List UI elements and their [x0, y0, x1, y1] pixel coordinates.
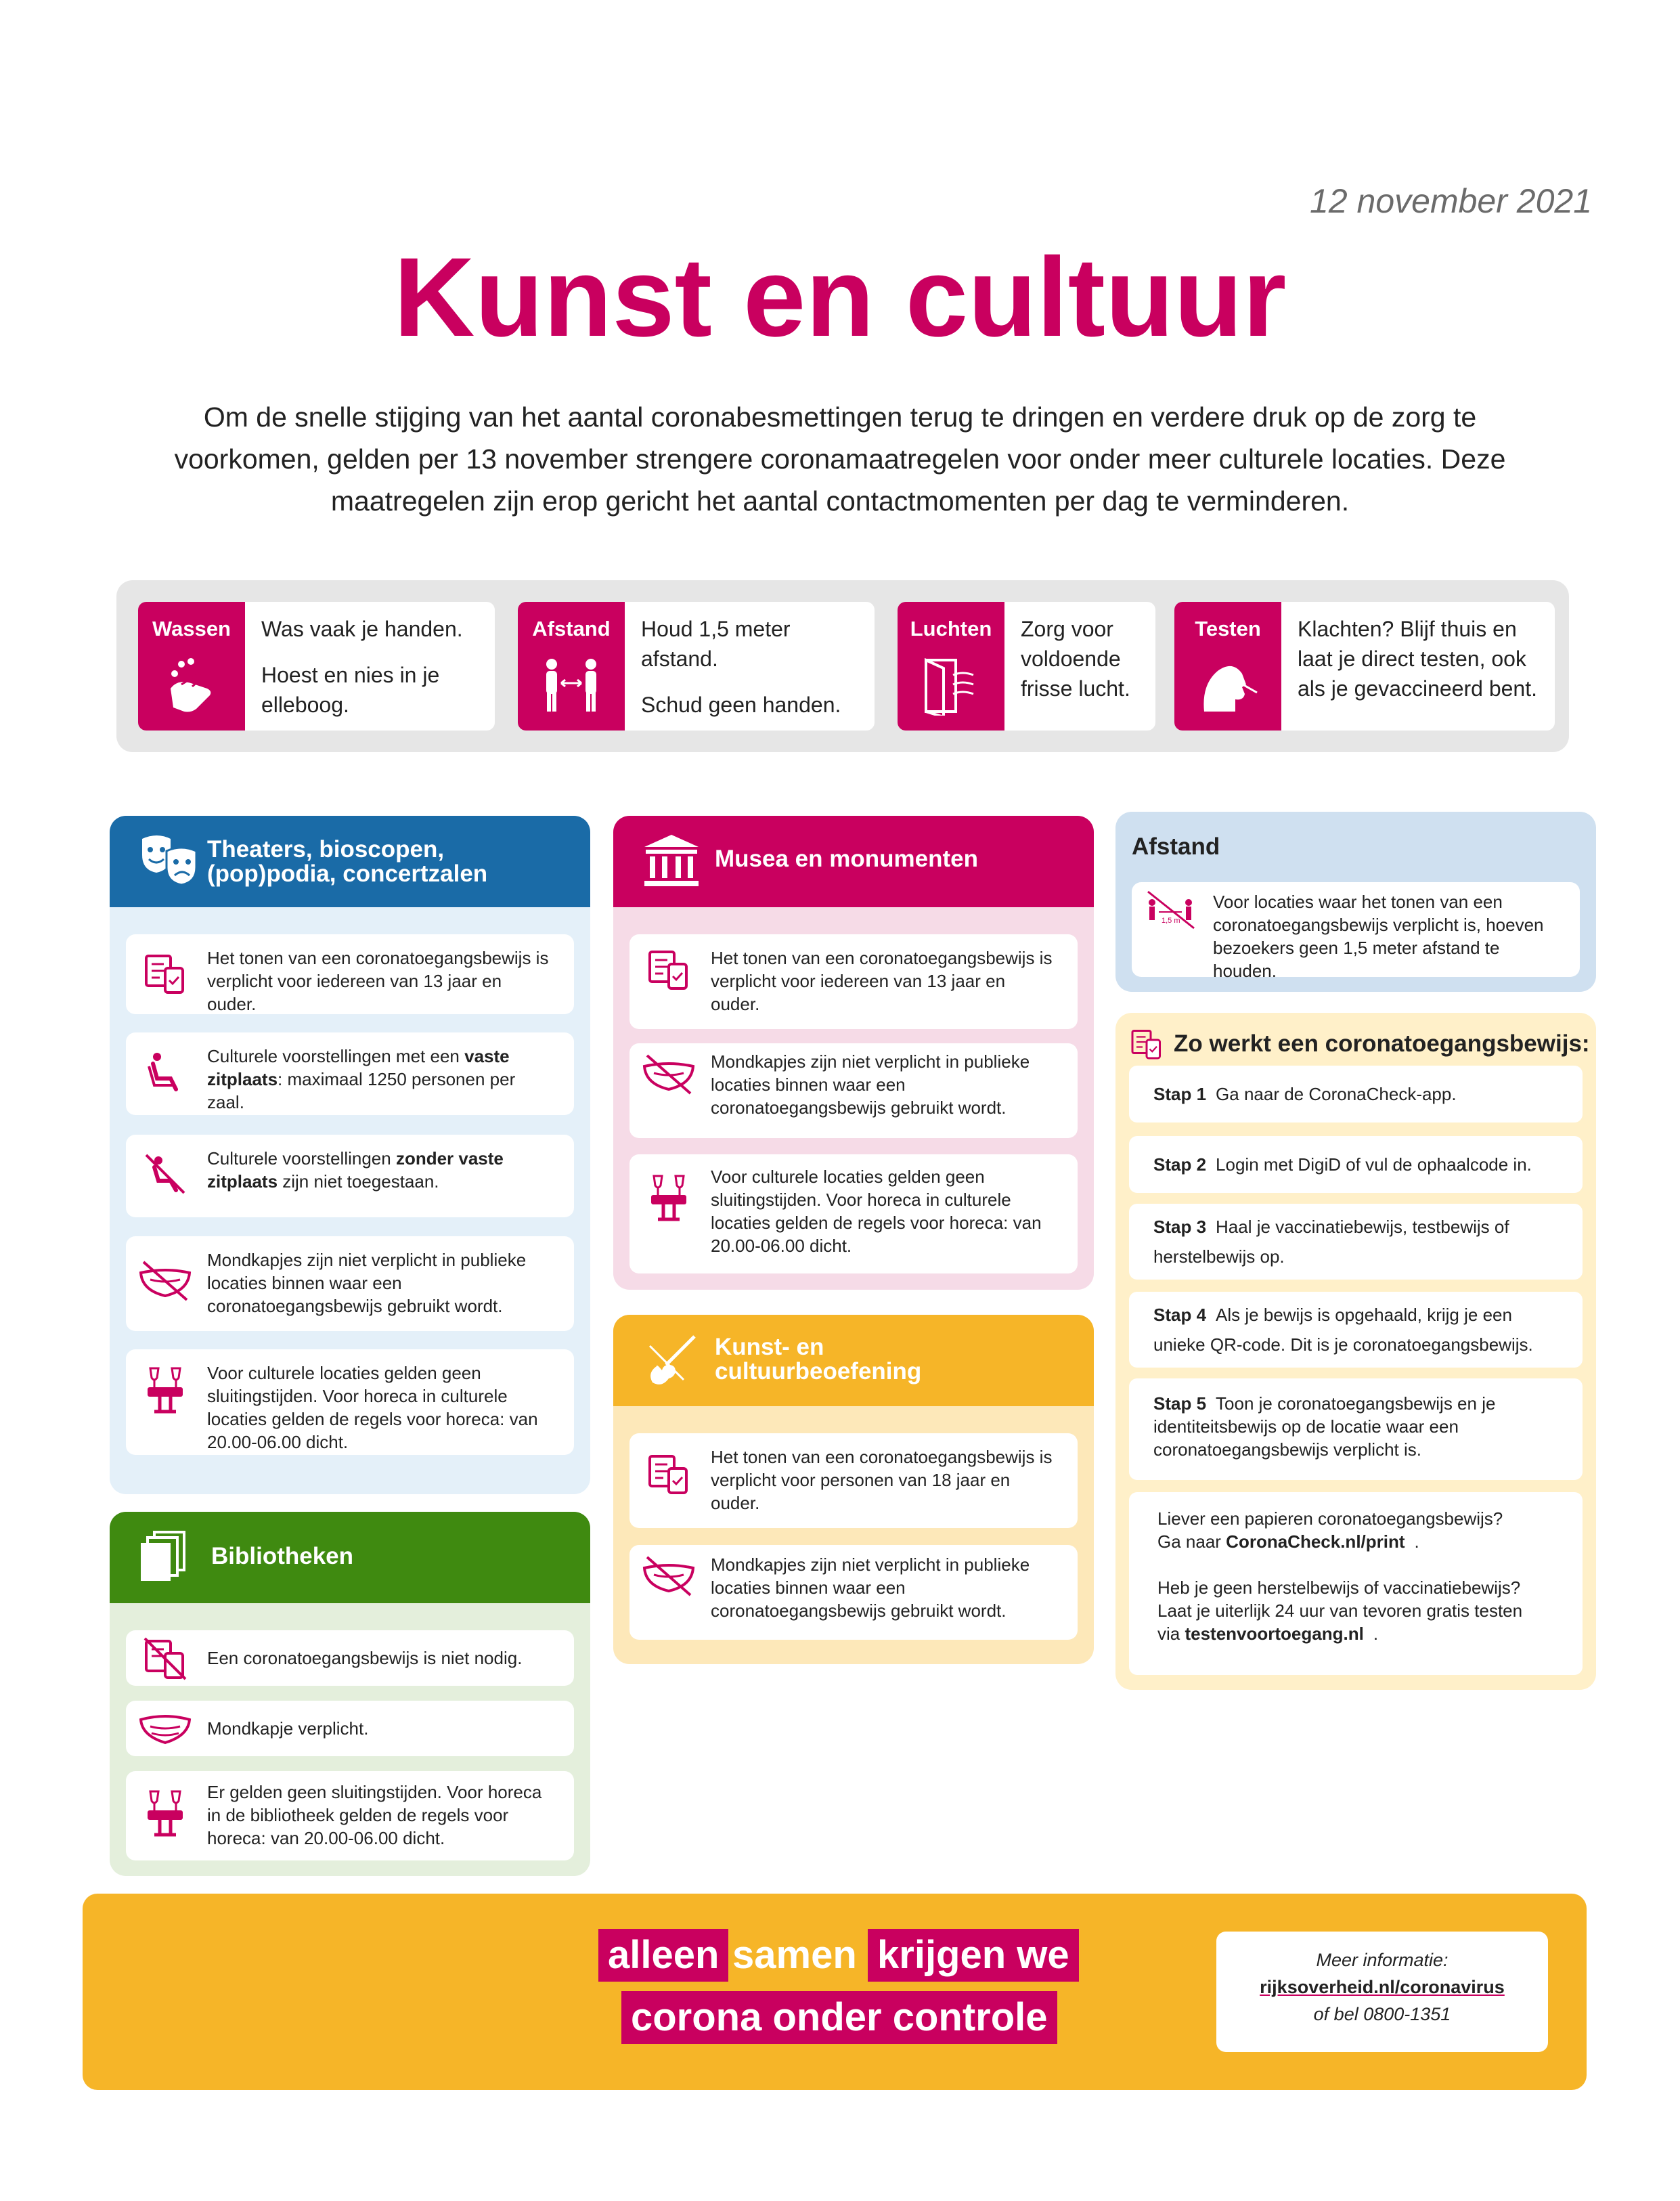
card-text: Een coronatoegangsbewijs is niet nodig.	[207, 1648, 523, 1668]
section-header	[613, 1315, 1094, 1406]
card-text: Voor culturele locaties gelden geen sluitingstijden. Voor horeca in culturele locaties gelden de regels voor horeca: van 20.00-06.00 dicht.	[207, 1363, 538, 1452]
date: 12 november 2021	[1310, 182, 1592, 220]
intro-text: Om de snelle stijging van het aantal coronabesmettingen terug te dringen en verdere druk op de zorg te voorkomen, gelden per 13 november strengere coronamaatregelen voor onder meer culturele locaties. Deze maatregelen zijn erop gericht het aantal contactmomenten per dag te verminderen.	[174, 401, 1506, 517]
test-swab-icon	[1197, 655, 1258, 716]
distance-label: 1,5 m	[1162, 917, 1180, 925]
books-icon	[137, 1529, 191, 1584]
card-text: Het tonen van een coronatoegangsbewijs is verplicht voor personen van 18 jaar en ouder.	[711, 1447, 1053, 1513]
seat-icon	[143, 1050, 187, 1093]
section-musea	[613, 816, 1094, 1290]
no-mask-icon	[138, 1259, 192, 1303]
card-text: Er gelden geen sluitingstijden. Voor horeca in de bibliotheek gelden de regels voor horeca: van 20.00-06.00 dicht.	[207, 1782, 542, 1848]
rule-afstand	[518, 602, 875, 731]
card-text	[207, 1147, 555, 1193]
testenvoortoegang-link[interactable]: testenvoortoegang.nl	[1185, 1623, 1364, 1644]
section-kunstbeoefening	[613, 1315, 1094, 1664]
no-mask-icon	[642, 1554, 696, 1598]
no-distance-icon	[1145, 889, 1197, 930]
rule-line: Schud geen handen.	[641, 693, 841, 717]
card-text: Voor culturele locaties gelden geen sluitingstijden. Voor horeca in culturele locaties gelden de regels voor horeca: van 20.00-06.00 dicht.	[711, 1167, 1042, 1256]
info-title: Meer informatie:	[1316, 1950, 1449, 1970]
step-text: Login met DigiD of vul de ophaalcode in.	[1216, 1154, 1532, 1175]
card-text-part: Culturele voorstellingen	[207, 1148, 396, 1169]
info-card	[126, 1135, 574, 1217]
step-label: Stap 5	[1153, 1393, 1207, 1414]
slogan-word: samen	[732, 1933, 857, 1977]
rule-label: Afstand	[532, 617, 611, 640]
test-pre: via	[1157, 1623, 1185, 1644]
distance-people-icon	[541, 655, 602, 716]
paper-question: Liever een papieren coronatoegangsbewijs?	[1157, 1508, 1503, 1529]
hand-wash-icon	[161, 655, 222, 716]
no-mask-icon	[642, 1053, 696, 1096]
card-text-part: : maximaal 1250 personen per zaal.	[207, 1069, 516, 1112]
card-text: Mondkapjes zijn niet verplicht in publieke locaties binnen waar een coronatoegangsbewijs gebruikt wordt.	[207, 1250, 527, 1316]
slogan-word: alleen	[598, 1929, 728, 1982]
section-title: Kunst- en cultuurbeoefening	[715, 1334, 922, 1385]
rule-wassen	[138, 602, 495, 731]
horeca-icon	[143, 1789, 187, 1837]
info-card	[1132, 882, 1580, 981]
paper-line	[1157, 1530, 1554, 1553]
step-label: Stap 1	[1153, 1084, 1207, 1104]
card-text	[207, 1045, 555, 1114]
corona-pass-icon	[143, 952, 187, 995]
info-card	[126, 1236, 574, 1331]
card-text: Voor locaties waar het tonen van een coronatoegangsbewijs verplicht is, hoeven bezoekers geen 1,5 meter afstand te houden.	[1213, 892, 1544, 981]
section-theaters	[110, 816, 590, 1494]
info-card	[126, 1630, 574, 1686]
step-text: Als je bewijs is opgehaald, krijg je een unieke QR-code. Dit is je coronatoegangsbewijs.	[1153, 1305, 1533, 1355]
section-header	[110, 1512, 590, 1603]
rule-badge	[518, 602, 625, 731]
section-bibliotheken	[110, 1512, 590, 1876]
slogan-word: corona onder controle	[621, 1991, 1057, 2044]
rijksoverheid-link[interactable]: rijksoverheid.nl/coronavirus	[1260, 1977, 1505, 1997]
card-text-part: zijn niet toegestaan.	[278, 1171, 439, 1192]
info-card	[629, 1433, 1078, 1528]
step-card	[1129, 1378, 1583, 1480]
section-title: Zo werkt een coronatoegangsbewijs:	[1174, 1030, 1590, 1057]
step-card	[1129, 1292, 1583, 1368]
step-text: Ga naar de CoronaCheck-app.	[1216, 1084, 1457, 1104]
info-card	[126, 1032, 574, 1115]
card-text: Mondkapjes zijn niet verplicht in publieke locaties binnen waar een coronatoegangsbewijs gebruikt wordt.	[711, 1554, 1030, 1621]
section-title: Bibliotheken	[211, 1543, 354, 1569]
section-header	[110, 816, 590, 907]
step-label: Stap 2	[1153, 1154, 1207, 1175]
card-text-bold: vaste zitplaats	[207, 1046, 510, 1089]
rule-badge	[138, 602, 245, 731]
step-label: Stap 4	[1153, 1305, 1207, 1325]
violin-icon	[643, 1332, 700, 1389]
more-info-box	[1216, 1932, 1548, 2052]
info-card	[126, 1349, 574, 1455]
page-title: Kunst en cultuur	[393, 235, 1287, 360]
section-header	[613, 816, 1094, 907]
paper-pre: Ga naar	[1157, 1531, 1226, 1552]
rule-line: Hoest en nies in je elleboog.	[261, 663, 440, 717]
card-text-part: Culturele voorstellingen met een	[207, 1046, 465, 1066]
step-label: Stap 3	[1153, 1217, 1207, 1237]
theater-masks-icon	[139, 835, 200, 889]
section-title: Musea en monumenten	[715, 846, 978, 872]
info-card	[629, 1154, 1078, 1273]
coronacheck-print-link[interactable]: CoronaCheck.nl/print	[1226, 1531, 1405, 1552]
rule-label: Luchten	[910, 617, 992, 640]
info-card	[629, 1043, 1078, 1138]
horeca-icon	[143, 1366, 187, 1414]
rule-badge	[898, 602, 1004, 731]
card-text: Het tonen van een coronatoegangsbewijs is verplicht voor iedereen van 13 jaar en ouder.	[207, 948, 549, 1014]
rule-luchten	[898, 602, 1155, 731]
info-card	[629, 934, 1078, 1029]
info-card	[126, 1771, 574, 1860]
rule-label: Wassen	[152, 617, 231, 640]
test-post: .	[1373, 1623, 1379, 1644]
corona-pass-icon	[647, 948, 690, 991]
section-afstand	[1115, 812, 1596, 992]
card-text-bold: zonder vaste zitplaats	[207, 1148, 504, 1192]
rule-line: Was vaak je handen.	[261, 617, 463, 641]
section-title: Afstand	[1132, 833, 1220, 860]
no-corona-pass-icon	[143, 1637, 187, 1680]
card-text: Het tonen van een coronatoegangsbewijs is verplicht voor iedereen van 13 jaar en ouder.	[711, 948, 1053, 1014]
card-text: Mondkapje verplicht.	[207, 1718, 369, 1739]
footer-banner	[83, 1894, 1587, 2090]
info-card	[126, 934, 574, 1014]
ventilation-window-icon	[921, 655, 981, 716]
corona-pass-icon	[647, 1452, 690, 1496]
step-text: Toon je coronatoegangsbewijs en je identiteitsbewijs op de locatie waar een coronatoegangsbewijs verplicht is.	[1153, 1393, 1496, 1460]
info-phone: of bel 0800-1351	[1313, 2004, 1451, 2024]
step-text: Haal je vaccinatiebewijs, testbewijs of herstelbewijs op.	[1153, 1217, 1509, 1267]
info-card	[126, 1701, 574, 1756]
info-card	[629, 1545, 1078, 1640]
card-text: Mondkapjes zijn niet verplicht in publieke locaties binnen waar een coronatoegangsbewijs gebruikt wordt.	[711, 1051, 1030, 1118]
extra-info-card	[1129, 1492, 1583, 1675]
mask-icon	[138, 1710, 192, 1747]
no-seat-icon	[143, 1152, 187, 1196]
test-link-line	[1157, 1622, 1554, 1645]
section-title: Theaters, bioscopen, (pop)podia, concertzalen	[207, 836, 488, 887]
step-card	[1129, 1136, 1583, 1193]
paper-post: .	[1414, 1531, 1419, 1552]
slogan-word: krijgen we	[868, 1929, 1079, 1982]
rule-label: Testen	[1195, 617, 1261, 640]
section-zo-werkt	[1115, 1013, 1596, 1690]
rule-testen	[1174, 602, 1555, 731]
rule-badge	[1174, 602, 1281, 731]
museum-building-icon	[643, 833, 700, 888]
step-card	[1129, 1204, 1583, 1280]
test-line: Laat je uiterlijk 24 uur van tevoren gratis testen	[1157, 1600, 1523, 1621]
rule-line: Klachten? Blijf thuis en laat je direct testen, ook als je gevaccineerd bent.	[1298, 617, 1537, 701]
corona-pass-icon	[1130, 1028, 1163, 1060]
step-card	[1129, 1066, 1583, 1123]
test-question: Heb je geen herstelbewijs of vaccinatiebewijs?	[1157, 1577, 1521, 1598]
rule-line: Houd 1,5 meter afstand.	[641, 617, 791, 671]
horeca-icon	[647, 1173, 690, 1222]
rule-line: Zorg voor voldoende frisse lucht.	[1021, 617, 1130, 701]
basic-rules-bar	[116, 580, 1569, 752]
